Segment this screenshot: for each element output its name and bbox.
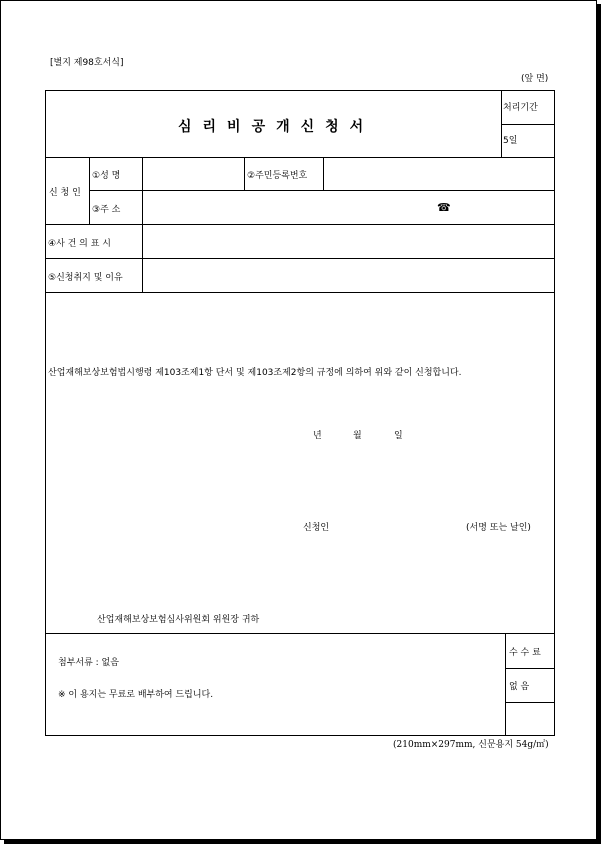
label-col-divider — [142, 157, 143, 293]
row-line-2 — [89, 190, 555, 191]
signature-note: (서명 또는 날인) — [466, 523, 531, 533]
date-year: 년 — [313, 431, 322, 441]
form-title: 심리비공개신청서 — [178, 119, 375, 135]
fee-label: 수 수 료 — [509, 648, 541, 658]
page-side-label: (앞 면) — [521, 74, 549, 84]
fee-value: 없 음 — [509, 682, 530, 692]
row-line-3 — [45, 224, 555, 225]
free-notice: ※ 이 용지는 무료로 배부하여 드립니다. — [58, 690, 214, 700]
fee-col-divider — [505, 633, 506, 736]
resident-col-divider — [323, 157, 324, 191]
application-statement: 산업재해보상보험법시행령 제103조제1항 단서 및 제103조제2항의 규정에 의하여 위와 같이 신청합니다. — [48, 368, 462, 378]
fee-line-2 — [505, 702, 555, 703]
page-shadow-right — [597, 4, 601, 844]
table-right-border — [554, 90, 555, 736]
row-line-5 — [45, 292, 555, 293]
form-number: [별지 제98호서식] — [50, 58, 124, 68]
paper-spec: (210mm×297mm, 신문용지 54g/㎡) — [393, 740, 549, 750]
name-col-divider — [244, 157, 245, 191]
processing-value: 5일 — [503, 136, 518, 146]
row-line-4 — [45, 258, 555, 259]
applicant-label: 신 청 인 — [49, 188, 81, 198]
row-line-6 — [45, 633, 555, 634]
phone-icon: ☎ — [437, 201, 451, 214]
attachments: 첨부서류 : 없음 — [58, 658, 119, 668]
address-label: ③주 소 — [92, 205, 121, 215]
fee-line-1 — [505, 668, 555, 669]
table-top-border — [45, 90, 555, 91]
row-line-1 — [45, 157, 555, 158]
recipient-line: 산업재해보상보험심사위원회 위원장 귀하 — [97, 615, 260, 625]
page-shadow-bottom — [4, 840, 601, 844]
case-label: ④사 건 의 표 시 — [48, 239, 111, 249]
name-label: ①성 명 — [92, 171, 121, 181]
applicant-col-divider — [89, 157, 90, 225]
date-day: 일 — [394, 431, 403, 441]
signer-label: 신청인 — [303, 523, 330, 533]
table-bottom-border — [45, 735, 555, 736]
processing-divider — [501, 124, 555, 125]
reason-label: ⑤신청취지 및 이유 — [48, 273, 123, 283]
processing-label: 처리기간 — [503, 103, 538, 113]
date-month: 월 — [353, 431, 362, 441]
table-left-border — [45, 90, 46, 736]
resident-number-label: ②주민등록번호 — [247, 171, 308, 181]
